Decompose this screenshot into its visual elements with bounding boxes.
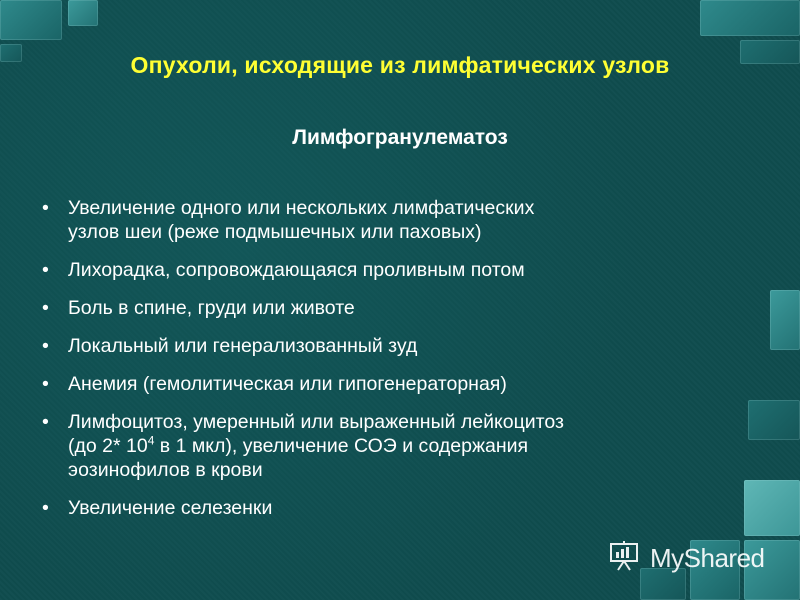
bullet-text: Локальный или генерализованный зуд [68, 335, 418, 357]
bullet-icon: • [42, 373, 49, 395]
decor-tile [770, 290, 800, 350]
bullet-text: Боль в спине, груди или животе [68, 297, 355, 319]
list-item [38, 196, 758, 244]
bullet-list [38, 196, 758, 534]
list-item [38, 258, 758, 282]
bullet-icon: • [42, 297, 49, 319]
list-item [38, 496, 758, 520]
watermark [608, 540, 765, 576]
superscript: 4 [147, 433, 155, 448]
bullet-text: Анемия (гемолитическая или гипогенераторная) [68, 373, 507, 395]
watermark-text: MyShared [650, 542, 765, 573]
bullet-text: Увеличение одного или нескольких лимфатических [68, 197, 535, 219]
bullet-text: (до 2* 10 [68, 435, 148, 457]
decor-tile [0, 0, 62, 40]
bullet-text: Увеличение селезенки [68, 497, 273, 519]
bullet-icon: • [42, 497, 49, 519]
slide-subtitle: Лимфогранулематоз [292, 126, 508, 149]
presentation-board-icon [608, 539, 642, 578]
bullet-text: Лихорадка, сопровождающаяся проливным потом [68, 259, 525, 281]
slide-title: Опухоли, исходящие из лимфатических узлов [130, 52, 670, 78]
list-item [38, 296, 758, 320]
bullet-icon: • [42, 259, 49, 281]
decor-tile [700, 0, 800, 36]
bullet-text: в 1 мкл), увеличение СОЭ и содержания [154, 435, 529, 457]
bullet-text: узлов шеи (реже подмышечных или паховых) [68, 221, 482, 243]
bullet-text: эозинофилов в крови [68, 459, 263, 481]
bullet-text: Лимфоцитоз, умеренный или выраженный лейкоцитоз [68, 411, 564, 433]
list-item [38, 334, 758, 358]
decor-tile [68, 0, 98, 26]
bullet-icon: • [42, 197, 49, 219]
list-item [38, 410, 758, 482]
bullet-icon: • [42, 335, 49, 357]
list-item [38, 372, 758, 396]
bullet-icon: • [42, 411, 49, 433]
